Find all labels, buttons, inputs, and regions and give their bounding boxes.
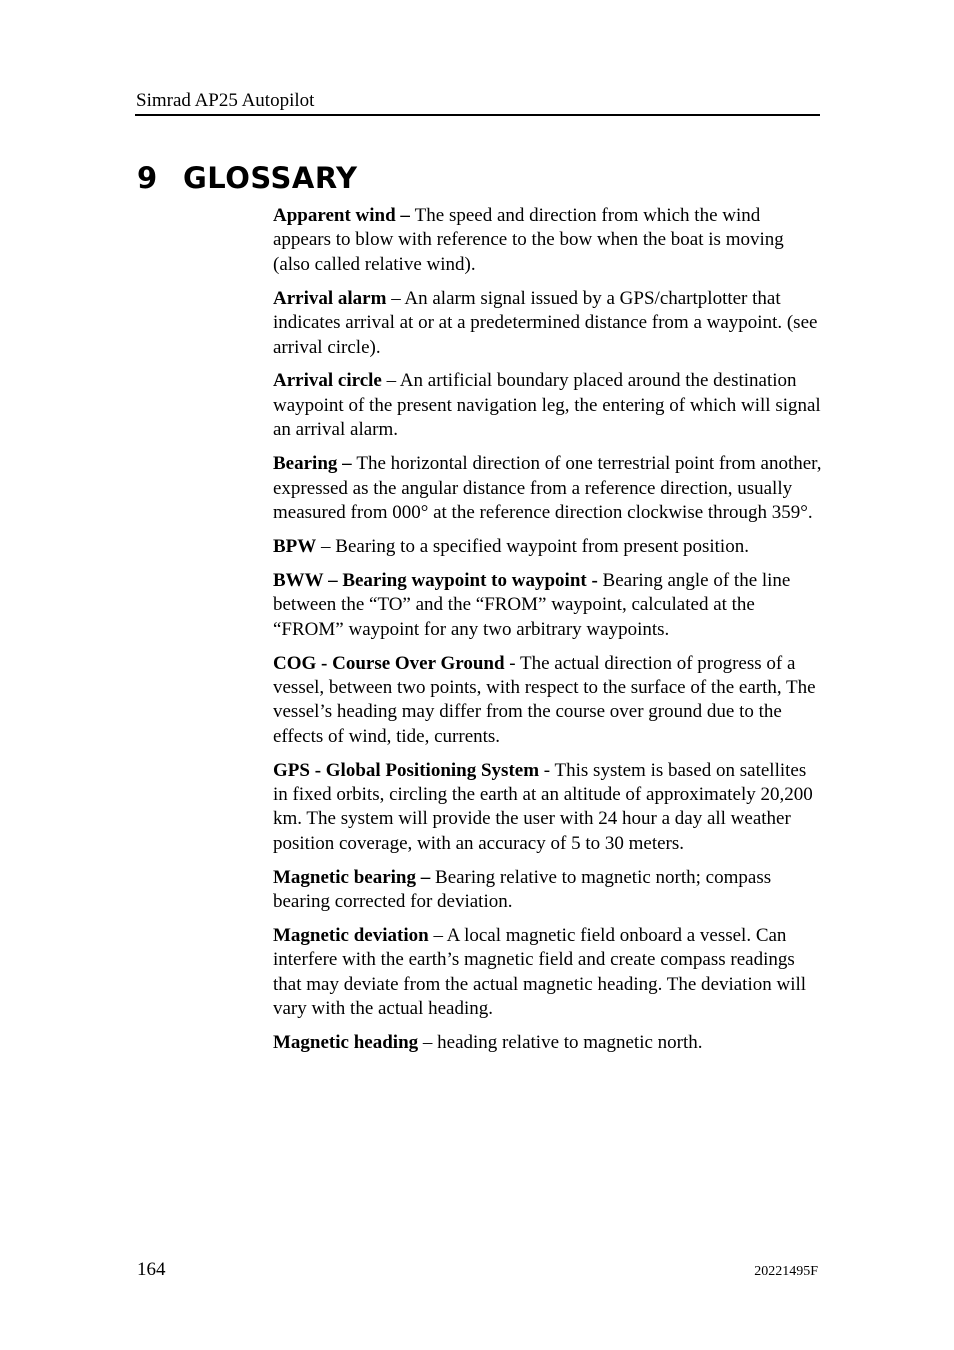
running-header <box>135 90 820 116</box>
glossary-term: Bearing <box>273 453 338 475</box>
glossary-separator: – <box>381 370 400 392</box>
glossary-definition: The speed and direction from which the wind appears to blow with reference to the bow when the boat is moving (also called relative wind). <box>273 205 784 275</box>
chapter-heading <box>137 158 358 198</box>
glossary-definition: A local magnetic field onboard a vessel. Can interfere with the earth’s magnetic field and create compass readings that may deviate from the actual magnetic heading. The deviation will vary with the actual heading. <box>273 925 807 1020</box>
glossary-term: Apparent wind <box>273 205 396 226</box>
glossary-separator: – <box>395 205 415 226</box>
chapter-number: 9 <box>137 161 158 195</box>
chapter-title: GLOSSARY <box>183 161 358 195</box>
glossary-term: BWW – Bearing waypoint to waypoint <box>273 569 587 591</box>
glossary-definition: Bearing angle of the line between the “TO” and the “FROM” waypoint, calculated at the “FROM” waypoint for any two arbitrary waypoints. <box>273 569 791 640</box>
glossary-entry-bww <box>273 569 823 642</box>
glossary-entry-arrival-circle <box>273 369 823 442</box>
glossary-term: Arrival alarm <box>273 287 387 309</box>
glossary-definition: The actual direction of progress of a vessel, between two points, with respect to the surface of the earth, The vessel’s heading may differ from the course over ground due to the effects of wind, tide, currents. <box>273 652 816 747</box>
glossary-entry-magnetic-heading <box>273 1031 823 1055</box>
glossary-entry-magnetic-deviation <box>273 924 823 1022</box>
glossary-definition: heading relative to magnetic north. <box>437 1032 703 1054</box>
glossary-separator: – <box>416 866 436 888</box>
glossary-term: Magnetic bearing <box>273 866 417 888</box>
glossary-entry-arrival-alarm <box>273 287 823 360</box>
glossary-separator: – <box>316 535 336 557</box>
glossary-entry-apparent-wind <box>273 204 823 277</box>
glossary-separator: - <box>504 652 521 674</box>
glossary-term: Magnetic deviation <box>273 925 429 947</box>
glossary-term: BPW <box>273 535 317 557</box>
page-number: 164 <box>137 1259 166 1280</box>
glossary-separator: - <box>586 569 603 591</box>
glossary-separator: - <box>539 759 555 781</box>
glossary-entry-cog <box>273 652 823 750</box>
glossary-entry-bearing <box>273 452 823 525</box>
glossary-definition: Bearing to a specified waypoint from present position. <box>335 535 749 557</box>
glossary-definition: Bearing relative to magnetic north; compass bearing corrected for deviation. <box>273 866 772 913</box>
glossary-definition: This system is based on satellites in fixed orbits, circling the earth at an altitude of approximately 20,200 km. The system will provide the user with 24 hour a day all weather position coverage, with an accuracy of 5 to 30 meters. <box>273 759 813 854</box>
glossary-definition: An alarm signal issued by a GPS/chartplotter that indicates arrival at or at a predetermined distance from a waypoint. (see arrival circle). <box>273 287 818 358</box>
glossary-term: GPS - Global Positioning System <box>273 759 540 781</box>
glossary-separator: – <box>418 1032 438 1054</box>
glossary-term: Magnetic heading <box>273 1032 419 1054</box>
glossary-entry-gps <box>273 759 823 857</box>
glossary-separator: – <box>386 287 405 309</box>
glossary-separator: – <box>337 453 357 475</box>
document-code: 20221495F <box>754 1264 818 1279</box>
glossary-separator: – <box>428 925 447 947</box>
glossary-term: COG - Course Over Ground <box>273 652 505 674</box>
glossary-definition: The horizontal direction of one terrestrial point from another, expressed as the angular distance from a reference direction, usually measured from 000° at the reference direction clockwise through 359°. <box>273 453 822 523</box>
glossary-entry-magnetic-bearing <box>273 866 823 915</box>
running-header-title: Simrad AP25 Autopilot <box>136 90 315 111</box>
glossary-entry-bpw <box>273 535 823 559</box>
glossary-list <box>273 204 823 1065</box>
glossary-term: Arrival circle <box>273 370 382 392</box>
glossary-definition: An artificial boundary placed around the destination waypoint of the present navigation leg, the entering of which will signal an arrival alarm. <box>273 370 821 441</box>
